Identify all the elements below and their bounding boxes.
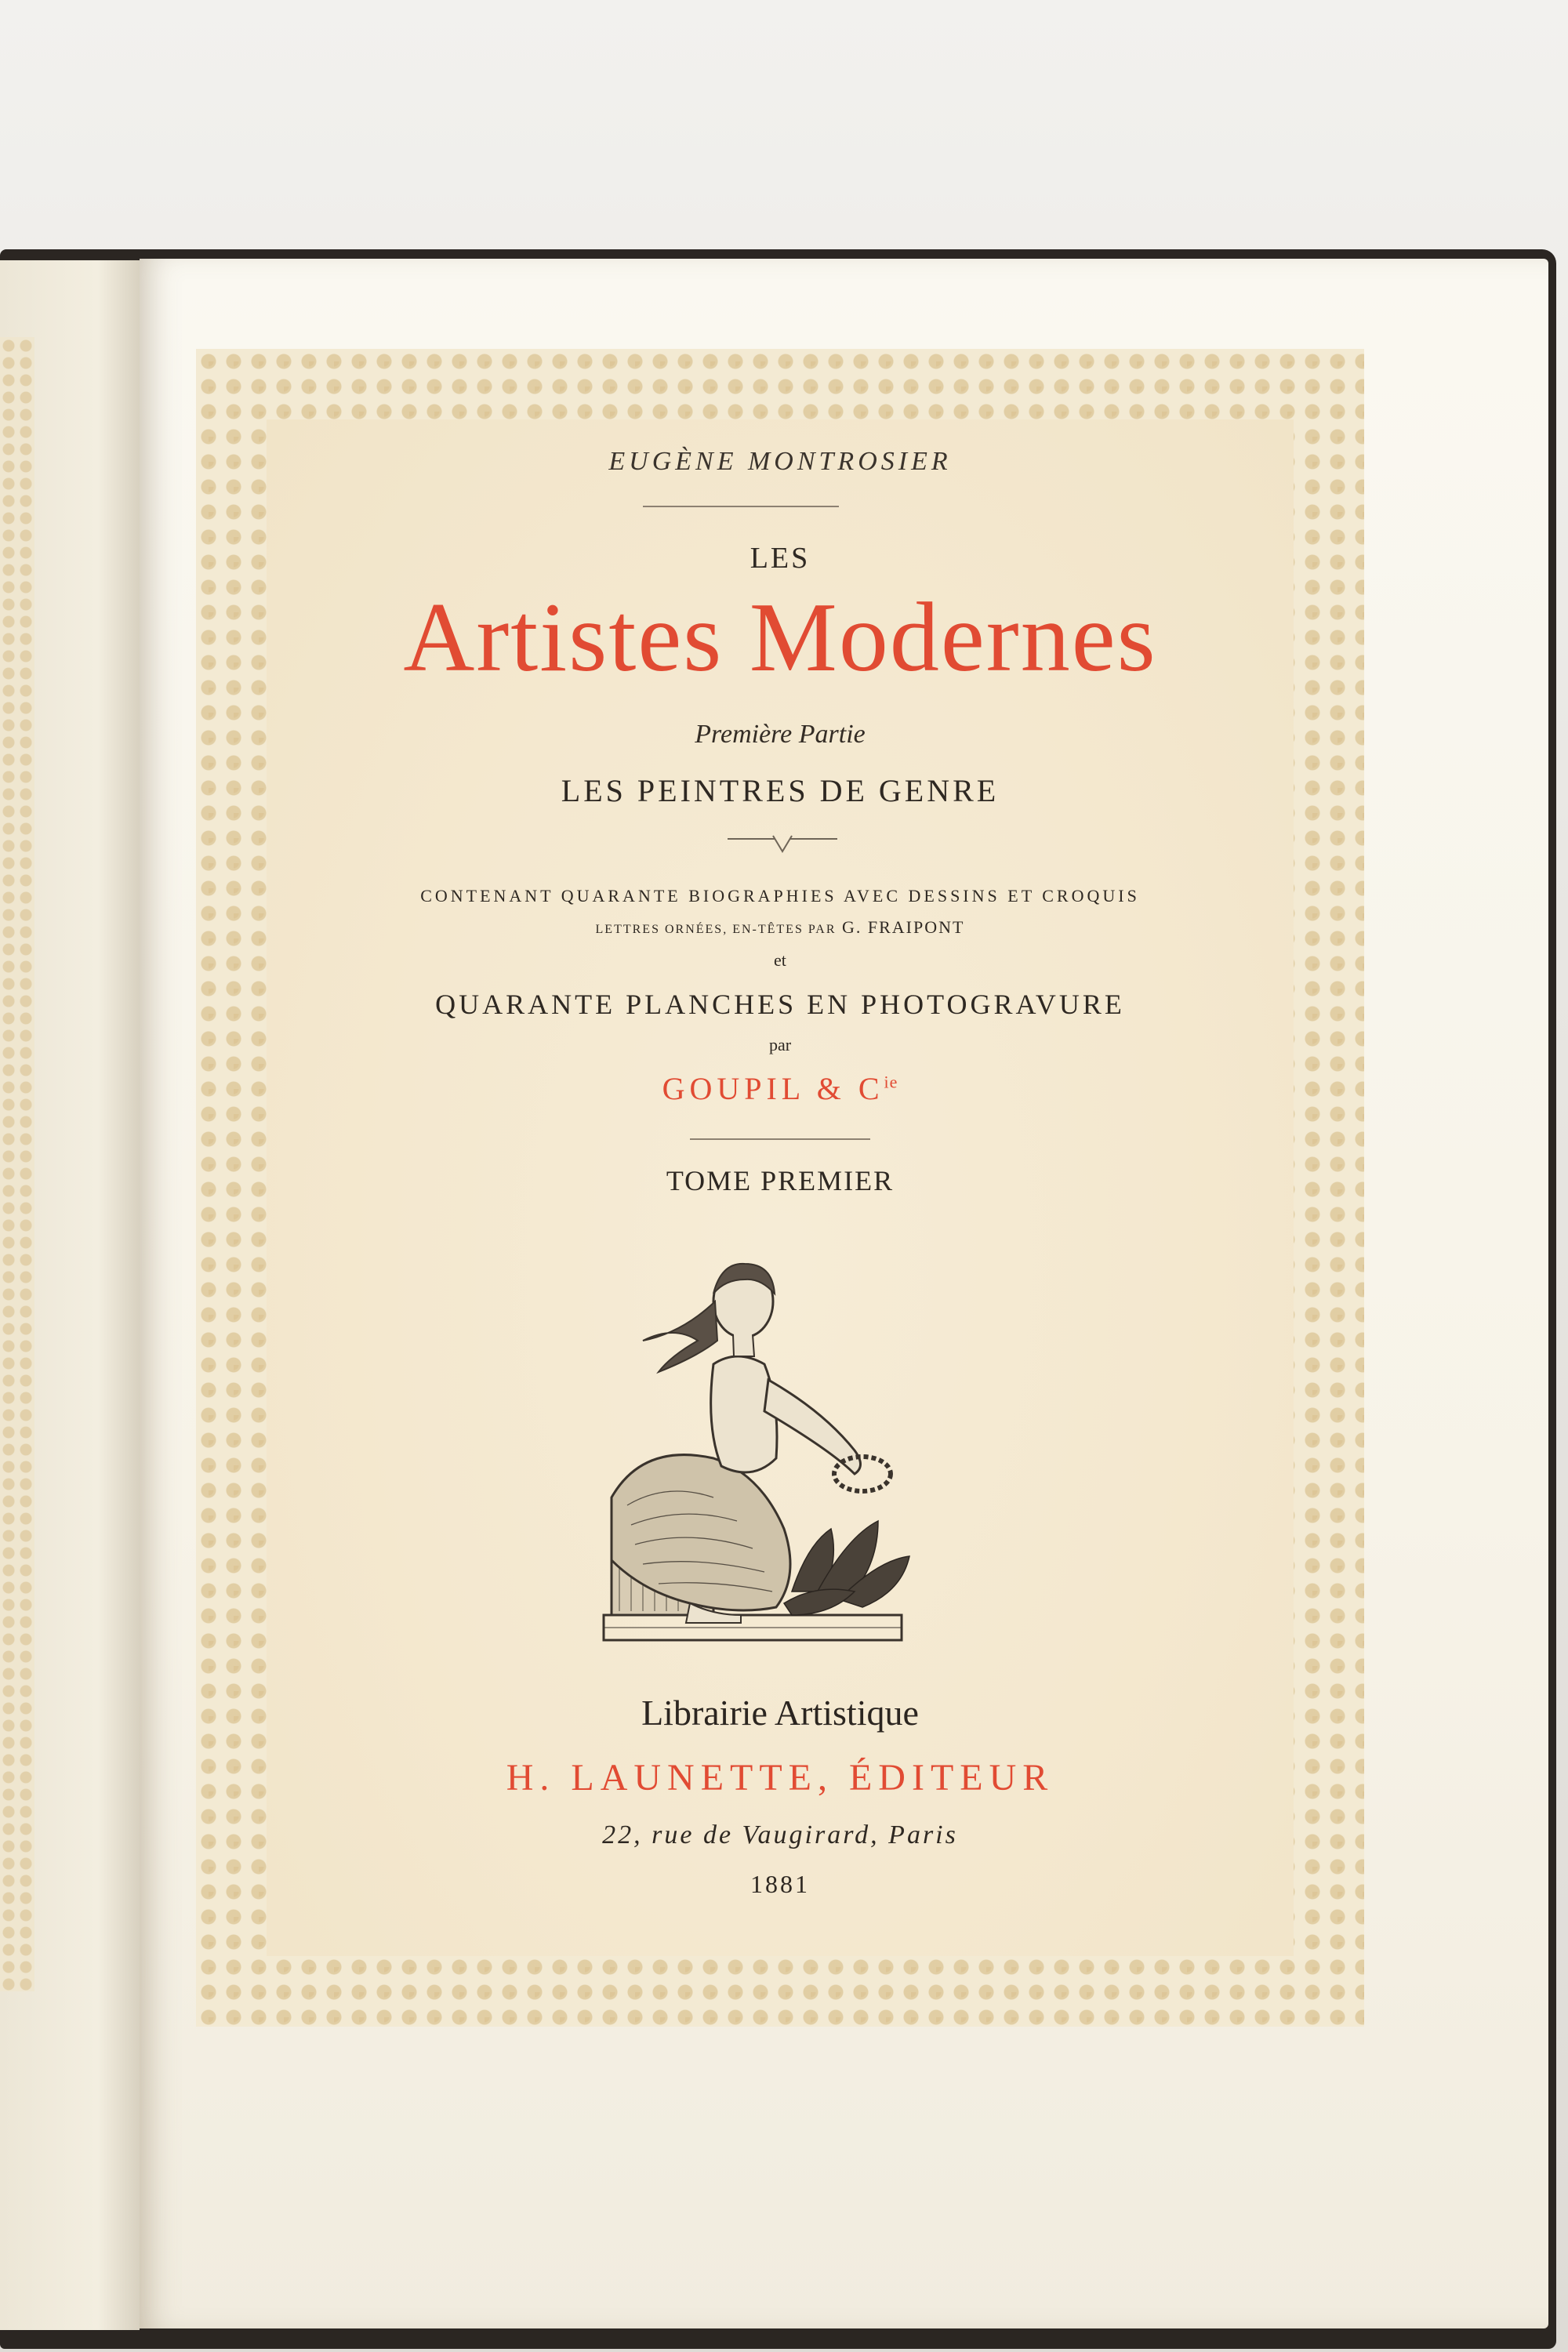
ornaments-line	[267, 917, 1294, 938]
plates-publisher-suffix: ie	[884, 1072, 898, 1092]
seated-woman-with-wreath-engraving-icon	[596, 1247, 941, 1654]
divider-rule-2	[690, 1138, 870, 1140]
imprint-editor: H. LAUNETTE, ÉDITEUR	[506, 1757, 1054, 1798]
imprint-address: 22, rue de Vaugirard, Paris	[602, 1820, 958, 1849]
plates-publisher-name: GOUPIL & C	[662, 1071, 884, 1106]
volume-label: TOME PREMIER	[666, 1165, 895, 1196]
book-title: Artistes Modernes	[403, 583, 1157, 692]
plates-line: QUARANTE PLANCHES EN PHOTOGRAVURE	[435, 989, 1125, 1020]
conjunction: et	[774, 950, 786, 970]
divider-rule	[643, 506, 839, 507]
ornaments-prefix: LETTRES ORNÉES, EN-TÊTES PAR	[595, 923, 837, 936]
publication-year: 1881	[750, 1870, 810, 1898]
book-subtitle: LES PEINTRES DE GENRE	[561, 773, 1000, 808]
plates-publisher	[267, 1070, 1294, 1107]
chevron-ornament-icon	[728, 833, 837, 856]
part-label: Première Partie	[695, 720, 866, 749]
contents-line: CONTENANT QUARANTE BIOGRAPHIES AVEC DESSINS ET CROQUIS	[420, 886, 1140, 906]
by-label: par	[768, 1035, 792, 1054]
left-page-ornament-border	[0, 337, 34, 1991]
imprint-house: Librairie Artistique	[641, 1693, 919, 1733]
author-name: EUGÈNE MONTROSIER	[608, 447, 952, 476]
title-article: LES	[750, 542, 811, 575]
ornaments-artist: G. FRAIPONT	[842, 917, 965, 937]
